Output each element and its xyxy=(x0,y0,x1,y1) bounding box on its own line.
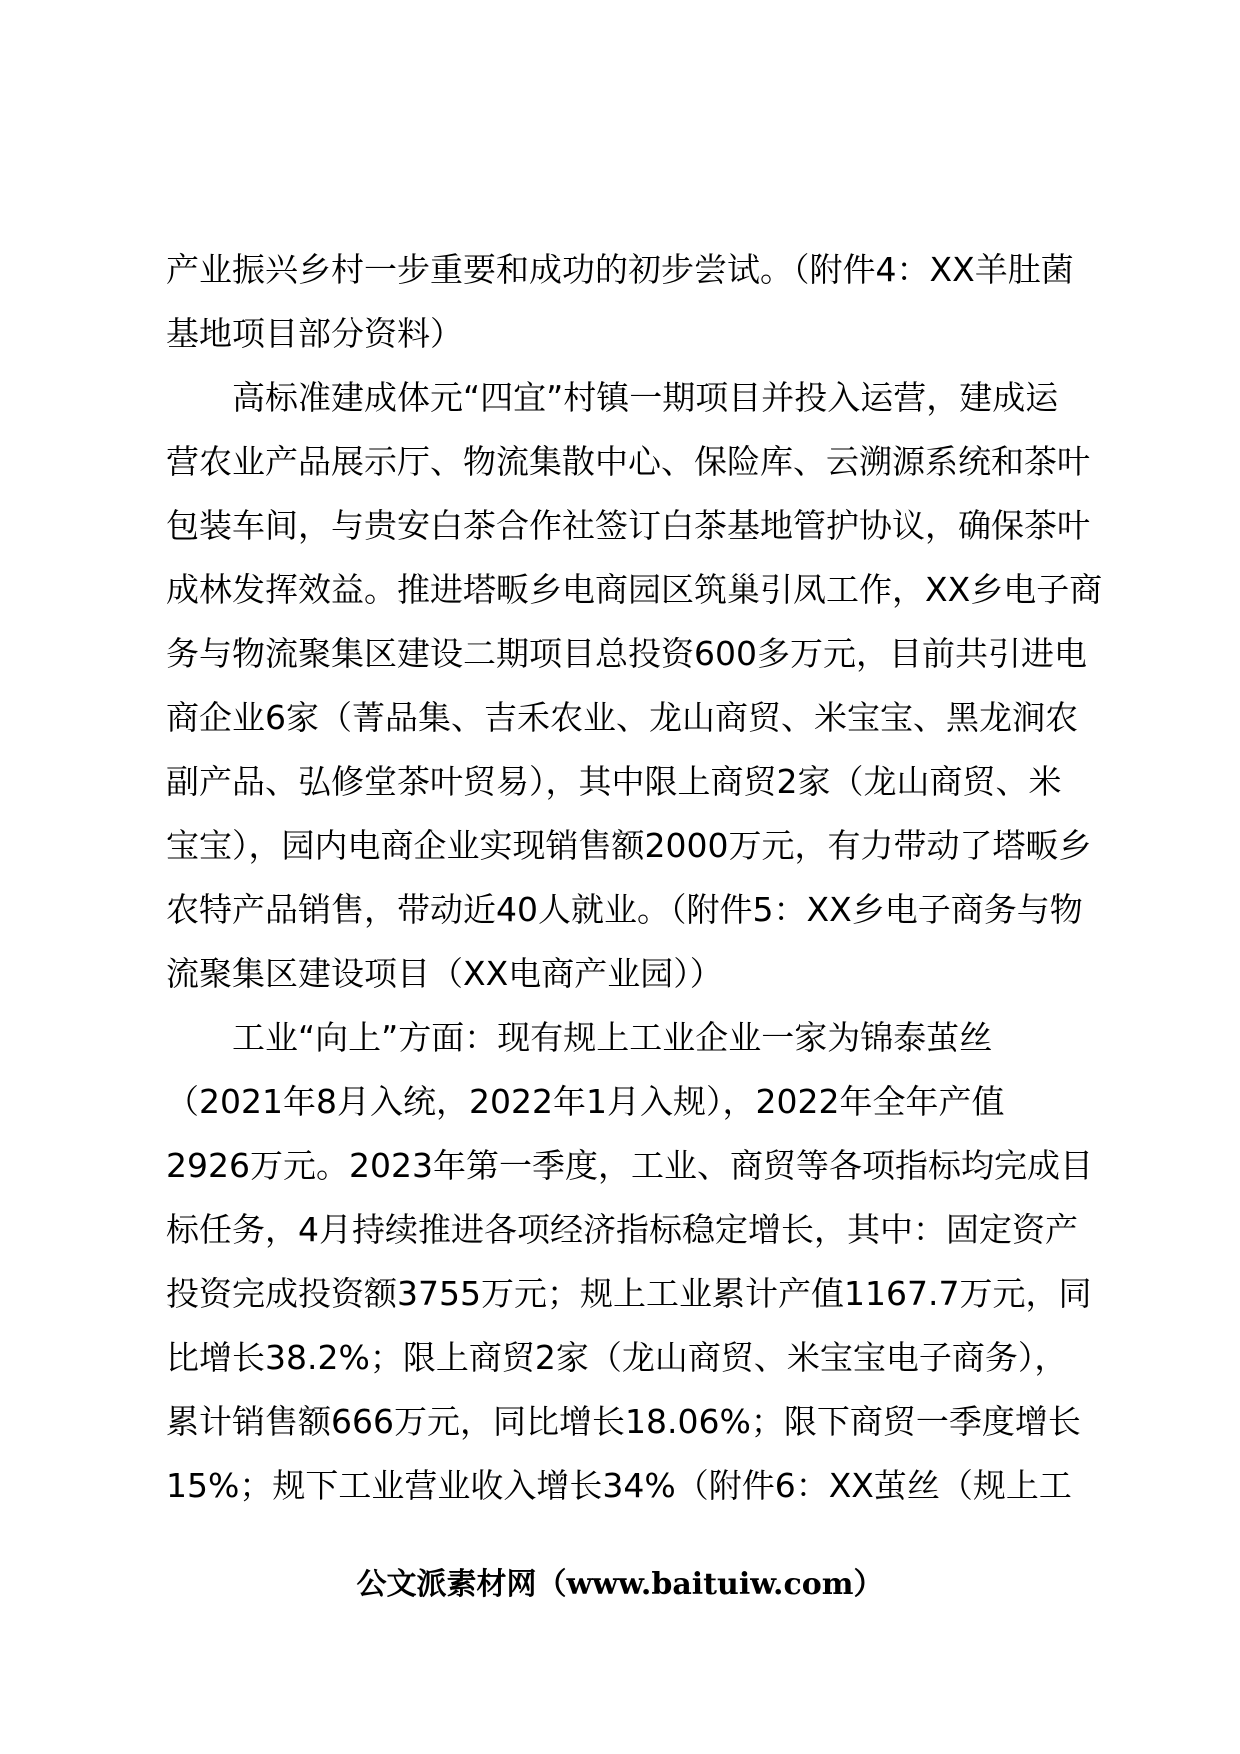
paragraph-start-line: 高标准建成体元“四宜”村镇一期项目并投入运营，建成运 xyxy=(232,378,1059,417)
text-line: （2021年8月入统，2022年1月入规），2022年全年产值 xyxy=(166,1082,1005,1121)
text-line: 宝宝），园内电商企业实现销售额2000万元，有力带动了塔畈乡 xyxy=(166,826,1092,865)
paragraph-start-line: 工业“向上”方面：现有规上工业企业一家为锦泰茧丝 xyxy=(232,1018,993,1057)
text-line: 流聚集区建设项目（XX电商产业园）） xyxy=(166,954,723,993)
text-line: 标任务，4月持续推进各项经济指标稳定增长，其中：固定资产 xyxy=(166,1210,1078,1249)
text-line: 农特产品销售，带动近40人就业。（附件5：XX乡电子商务与物 xyxy=(166,890,1083,929)
text-line: 务与物流聚集区建设二期项目总投资600多万元，目前共引进电 xyxy=(166,634,1087,673)
text-line: 商企业6家（菁品集、吉禾农业、龙山商贸、米宝宝、黑龙涧农 xyxy=(166,698,1078,737)
footer-watermark: 公文派素材网（www.baituiw.com） xyxy=(356,1567,884,1602)
text-line: 成林发挥效益。推进塔畈乡电商园区筑巢引凤工作，XX乡电子商 xyxy=(166,570,1103,609)
text-line: 投资完成投资额3755万元；规上工业累计产值1167.7万元，同 xyxy=(166,1274,1092,1313)
text-line: 比增长38.2%；限上商贸2家（龙山商贸、米宝宝电子商务）， xyxy=(166,1338,1068,1377)
text-line: 副产品、弘修堂茶叶贸易），其中限上商贸2家（龙山商贸、米 xyxy=(166,762,1062,801)
text-line: 营农业产品展示厅、物流集散中心、保险库、云溯源系统和茶叶 xyxy=(166,442,1090,481)
text-line: 15%；规下工业营业收入增长34%（附件6：XX茧丝（规上工 xyxy=(166,1466,1072,1505)
body-text xyxy=(166,238,1116,1518)
text-line: 产业振兴乡村一步重要和成功的初步尝试。（附件4：XX羊肚菌 xyxy=(166,250,1074,289)
text-line: 累计销售额666万元，同比增长18.06%；限下商贸一季度增长 xyxy=(166,1402,1081,1441)
text-line: 2926万元。2023年第一季度，工业、商贸等各项指标均完成目 xyxy=(166,1146,1093,1185)
text-line: 基地项目部分资料） xyxy=(166,314,463,353)
text-line: 包装车间，与贵安白茶合作社签订白茶基地管护协议，确保茶叶 xyxy=(166,506,1090,545)
